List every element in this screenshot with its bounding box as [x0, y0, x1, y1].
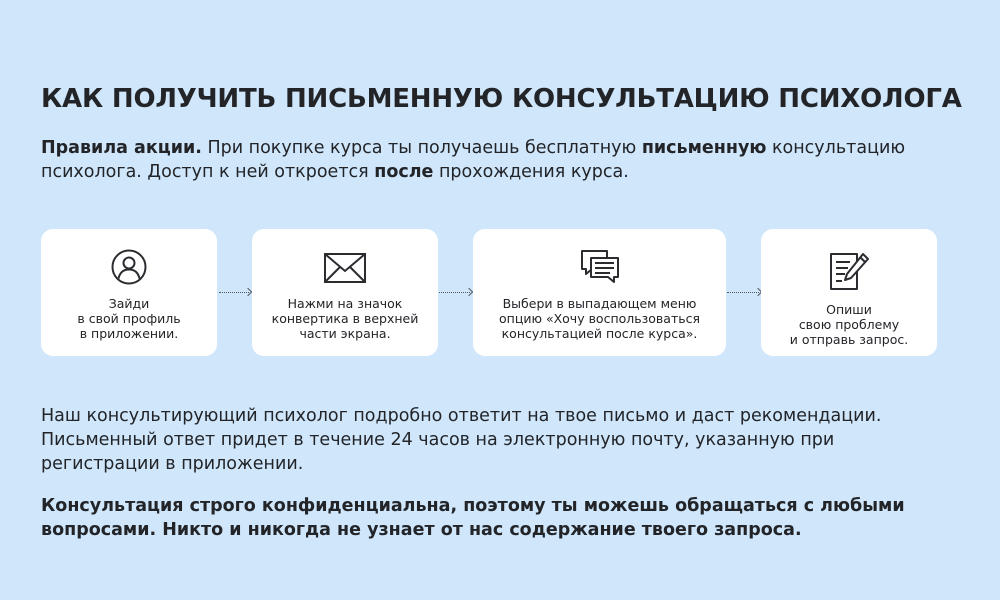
step-card-envelope — [252, 229, 438, 356]
rules-text-3: прохождения курса. — [433, 162, 629, 182]
rules-text-1: При покупке курса ты получаешь бесплатную — [201, 138, 642, 158]
info-paragraph — [41, 404, 971, 476]
confidential-paragraph — [41, 494, 971, 542]
rules-paragraph — [41, 136, 941, 184]
rules-bold-after: после — [374, 162, 434, 182]
step-3-line-3: консультацией после курса». — [501, 326, 698, 341]
step-3-line-2: опцию «Хочу воспользоваться — [499, 311, 700, 326]
step-card-request — [761, 229, 937, 356]
step-1-line-1: Зайди — [108, 296, 150, 311]
step-card-menu — [473, 229, 726, 356]
rules-bold-written: письменную — [641, 138, 767, 158]
info-line-3: регистрации в приложении. — [41, 454, 304, 474]
document-pen-icon — [828, 251, 870, 293]
rules-text-2: консультацию психолога. Доступ к ней откроется — [41, 138, 906, 182]
step-arrow-3 — [727, 292, 759, 294]
info-line-1: Наш консультирующий психолог подробно ответит на твое письмо и даст рекомендации. — [41, 406, 882, 426]
chat-bubbles-icon — [580, 249, 620, 285]
step-4-line-2: свою проблему — [798, 317, 900, 332]
page-title: КАК ПОЛУЧИТЬ ПИСЬМЕННУЮ КОНСУЛЬТАЦИЮ ПСИХОЛОГА — [41, 84, 962, 114]
confidential-line-1: Консультация строго конфиденциальна, поэтому ты можешь обращаться с любыми — [41, 496, 905, 516]
step-arrow-1 — [219, 292, 249, 294]
step-1-line-2: в свой профиль — [77, 311, 181, 326]
step-4-line-1: Опиши — [826, 302, 872, 317]
step-2-line-3: части экрана. — [299, 326, 391, 341]
step-4-line-3: и отправь запрос. — [789, 332, 909, 347]
step-3-line-1: Выбери в выпадающем меню — [502, 296, 697, 311]
user-profile-icon — [111, 249, 147, 285]
envelope-icon — [324, 253, 366, 283]
step-1-line-3: в приложении. — [79, 326, 179, 341]
info-line-2: Письменный ответ придет в течение 24 часов на электронную почту, указанную при — [41, 430, 835, 450]
step-card-profile — [41, 229, 217, 356]
step-2-line-1: Нажми на значок — [287, 296, 403, 311]
step-2-line-2: конвертика в верхней — [271, 311, 419, 326]
step-arrow-2 — [439, 292, 470, 294]
confidential-line-2: вопросами. Никто и никогда не узнает от нас содержание твоего запроса. — [41, 520, 802, 540]
rules-lead: Правила акции. — [41, 138, 202, 158]
